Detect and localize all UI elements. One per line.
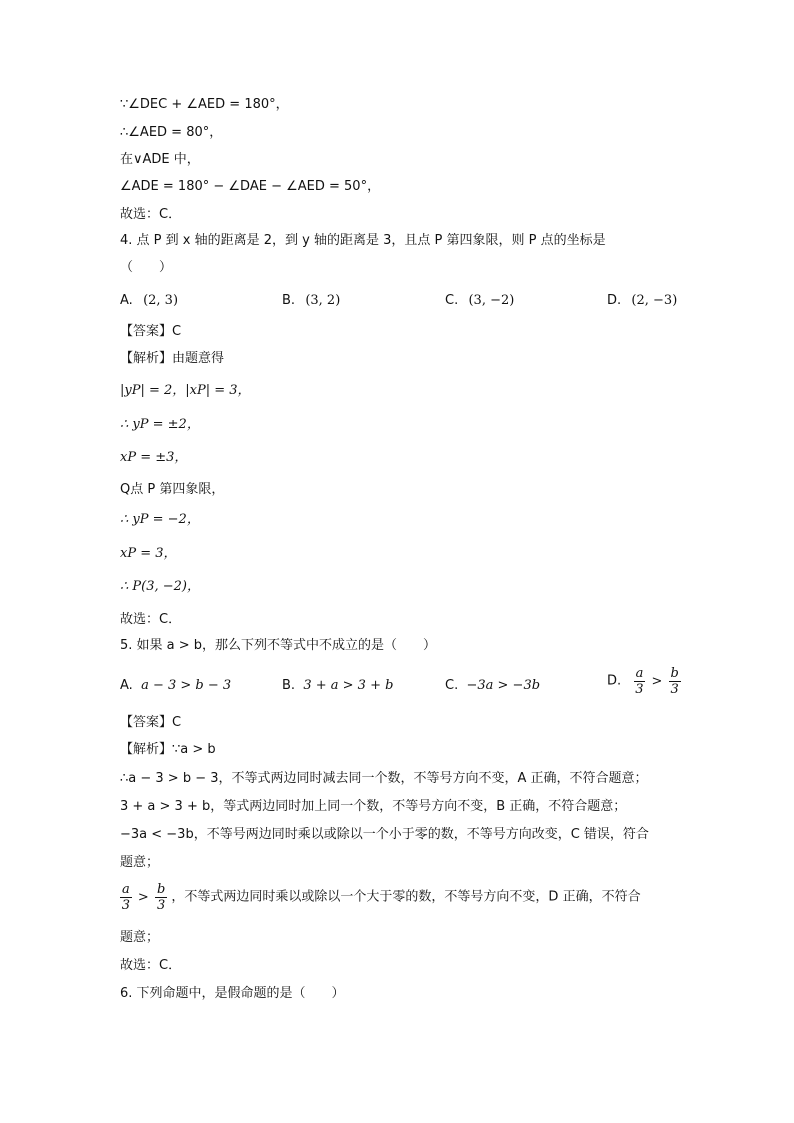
question-5: 5. 如果 a > b，那么下列不等式中不成立的是（ ） — [120, 638, 437, 653]
text-line: 题意； — [120, 930, 160, 945]
fraction: $\frac{a}{3}$ — [121, 882, 131, 913]
math-line: xP = 3， — [120, 546, 177, 561]
text-line: 故选：C． — [120, 958, 182, 973]
q5-option-d: D. $\frac{a}{3}$ > $\frac{b}{3}$ — [607, 666, 679, 697]
text-line: 在∨ADE 中， — [120, 152, 200, 167]
text-line: ∴∠AED = 80°， — [120, 125, 223, 140]
q5-option-a: A. a − 3 > b − 3 — [120, 678, 232, 693]
question-4: 4. 点 P 到 x 轴的距离是 2，到 y 轴的距离是 3，且点 P 第四象限，则 P 点的坐标是 — [120, 233, 606, 248]
q4-option-a: A. (2, 3) — [120, 293, 179, 308]
text-line: −3a < −3b，不等号两边同时乘以或除以一个小于零的数，不等号方向改变，C 错误，符合 — [120, 827, 649, 842]
math-line: |yP| = 2，|xP| = 3， — [120, 383, 251, 398]
text-line: ∴a − 3 > b − 3，不等式两边同时减去同一个数，不等号方向不变，A 正确，不符合题意； — [120, 771, 648, 786]
math-line: ∴ yP = −2， — [120, 512, 200, 527]
math-line: ∴ P(3, −2)， — [120, 579, 200, 594]
q4-option-b: B. (3, 2) — [282, 293, 341, 308]
math-line: ∴ yP = ±2， — [120, 417, 200, 432]
question-4-bracket: （ ） — [120, 260, 173, 275]
text-line: 3 + a > 3 + b，等式两边同时加上同一个数，不等号方向不变，B 正确，不符合题意； — [120, 799, 627, 814]
q5-option-c: C. −3a > −3b — [445, 678, 541, 693]
question-6: 6. 下列命题中，是假命题的是（ ） — [120, 986, 345, 1001]
text-line: ∵∠DEC + ∠AED = 180°， — [120, 97, 289, 112]
math-line: xP = ±3， — [120, 450, 188, 465]
text-line: Q点 P 第四象限， — [120, 482, 225, 497]
answer-5: 【答案】C — [120, 715, 182, 730]
fraction: $\frac{b}{3}$ — [156, 882, 166, 913]
answer-4: 【答案】C — [120, 324, 182, 339]
text-line: 故选：C． — [120, 612, 182, 627]
fraction: $\frac{b}{3}$ — [670, 666, 679, 697]
q4-option-d: D. (2, −3) — [607, 293, 678, 308]
text-line-with-fraction: $\frac{a}{3}$ > $\frac{b}{3}$ ，不等式两边同时乘以或除以一个大于零的数，不等号方向不变，D 正确，不符合 — [121, 882, 641, 913]
text-line: 题意； — [120, 855, 160, 870]
explanation-4-heading: 【解析】由题意得 — [120, 351, 225, 366]
q5-option-b: B. 3 + a > 3 + b — [282, 678, 394, 693]
fraction: $\frac{a}{3}$ — [635, 666, 644, 697]
q4-option-c: C. (3, −2) — [445, 293, 515, 308]
text-line: 故选：C． — [120, 207, 182, 222]
text-line: ∠ADE = 180° − ∠DAE − ∠AED = 50°， — [120, 179, 381, 194]
explanation-5-heading: 【解析】∵a > b — [120, 742, 216, 757]
